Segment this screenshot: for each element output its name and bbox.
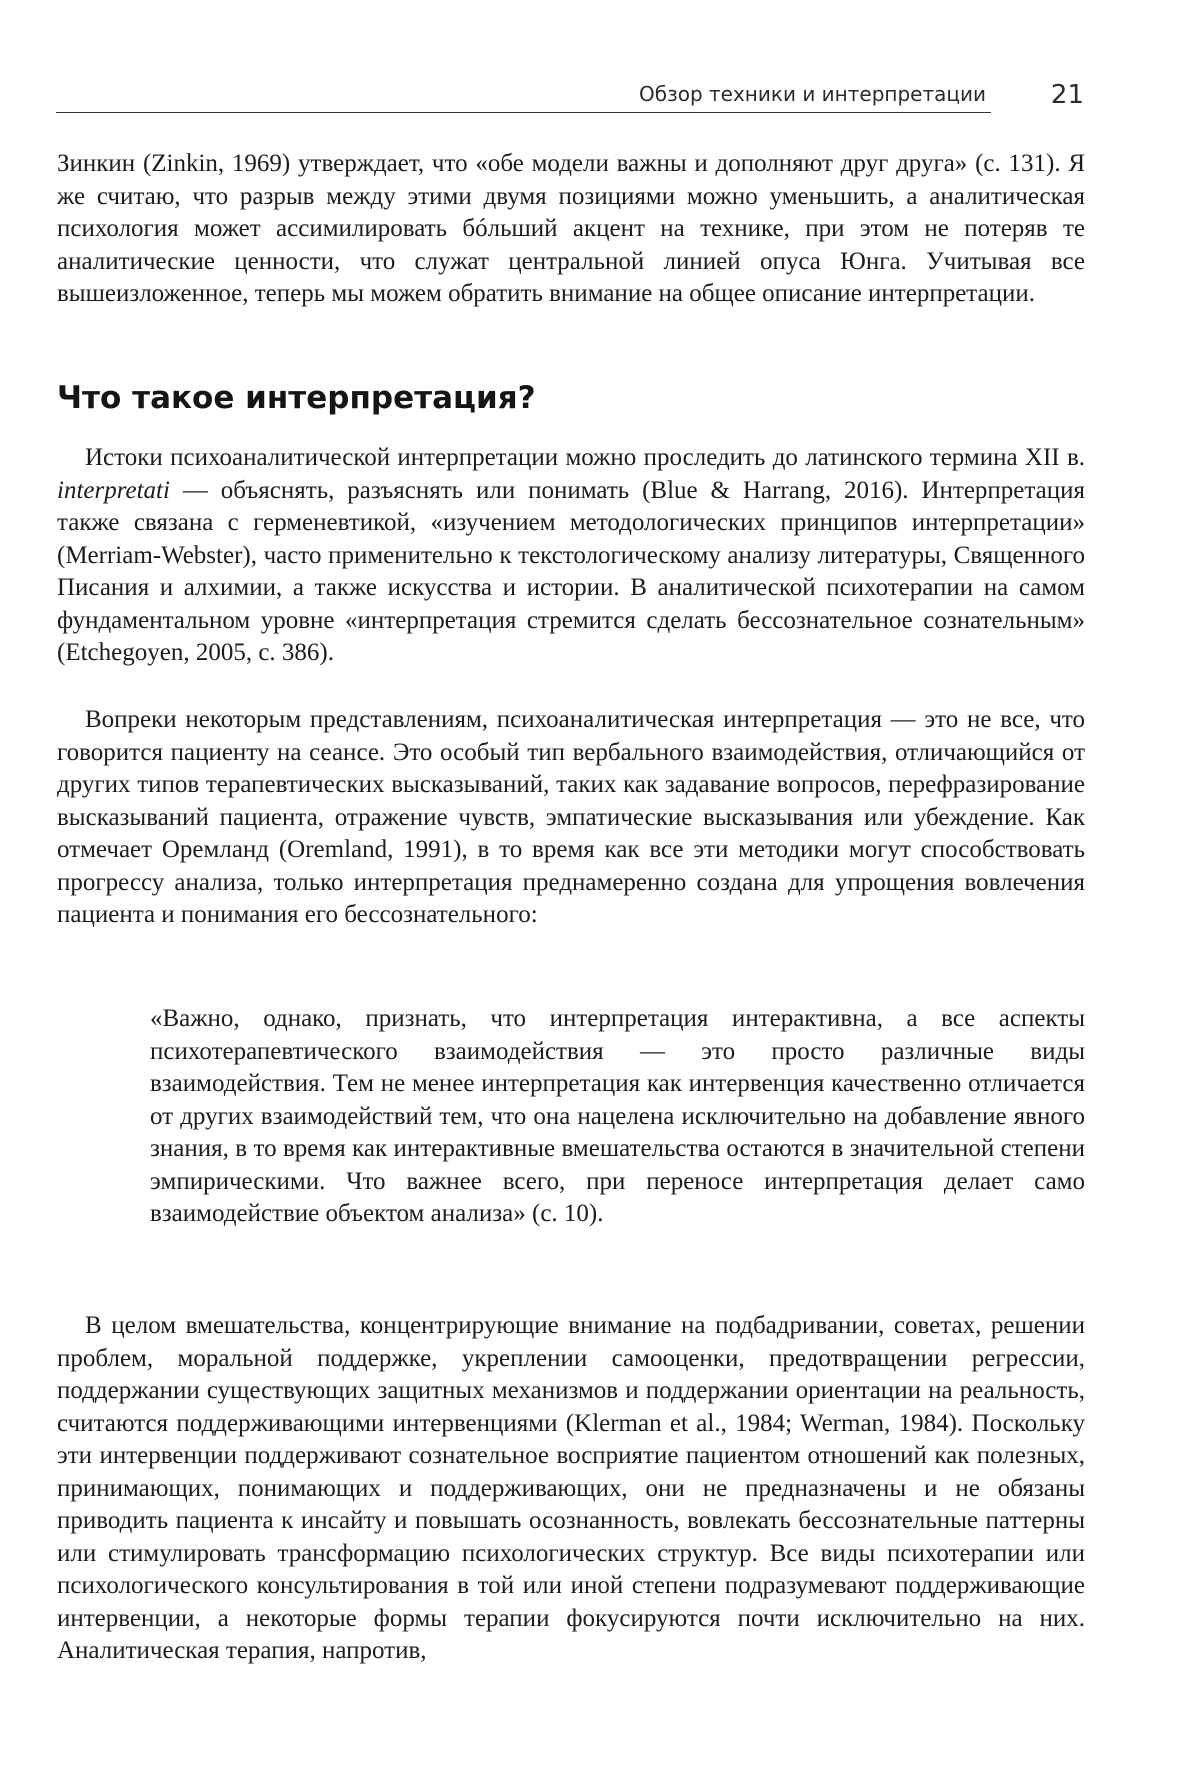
page-number: 21 xyxy=(1050,80,1084,110)
header-rule xyxy=(56,112,991,113)
paragraph-origins-text-start: Истоки психоаналитической интерпретации можно проследить до латинского термина XII в. xyxy=(85,444,1085,471)
paragraph-interaction: Вопреки некоторым представлениям, психоаналитическая интерпретация — это не все, что говорится пациенту на сеансе. Это особый тип вербального взаимодействия, отличающийся от других типов терапевтических высказываний, таких как задавание вопросов, перефразирование высказываний пациента, отражение чувств, эмпатические высказывания или убеждение. Как отмечает Оремланд (Oremland, 1991), в то время как все эти методики могут способствовать прогрессу анализа, только интерпретация преднамеренно создана для упрощения вовлечения пациента и понимания его бессознательного: xyxy=(57,706,1085,928)
block-quote: «Важно, однако, признать, что интерпретация интерактивна, а все аспекты психотерапевтического взаимодействия — это просто различные виды взаимодействия. Тем не менее интерпретация как интервенция качественно отличается от других взаимодействий тем, что она нацелена исключительно на добавление явного знания, в то время как интерактивные вмешательства остаются в значительной степени эмпирическими. Что важнее всего, при переносе интерпретация делает само взаимодействие объектом анализа» (с. 10). xyxy=(150,1005,1085,1227)
paragraph-supportive-interventions: В целом вмешательства, концентрирующие внимание на подбадривании, советах, решении проблем, моральной поддержке, укреплении самооценки, предотвращении регрессии, поддержании существующих защитных механизмов и поддержании ориентации на реальность, считаются поддерживающими интервенциями (Klerman et al., 1984; Werman, 1984). Поскольку эти интервенции поддерживают сознательное восприятие пациентом отношений как полезных, принимающих, понимающих и поддерживающих, они не предназначены и не обязаны приводить пациента к инсайту и повышать осознанность, вовлекать бессознательные паттерны или стимулировать трансформацию психологических структур. Все виды психотерапии или психологического консультирования в той или иной степени подразумевают поддерживающие интервенции, а некоторые формы терапии фокусируются почти исключительно на них. Аналитическая терапия, напротив, xyxy=(57,1312,1085,1664)
paragraph-zinkin: Зинкин (Zinkin, 1969) утверждает, что «обе модели важны и дополняют друг друга» (с. 131). Я же считаю, что разрыв между этими двумя позициями можно уменьшить, а аналитическая психология может ассимилировать бóльший акцент на технике, при этом не потеряв те аналитические ценности, что служат центральной линией опуса Юнга. Учитывая все вышеизложенное, теперь мы можем обратить внимание на общее описание интерпретации. xyxy=(57,150,1085,307)
running-head xyxy=(52,74,1096,114)
running-head-title: Обзор техники и интерпретации xyxy=(639,82,986,106)
latin-term: interpretati xyxy=(57,476,170,504)
paragraph-origins xyxy=(57,442,1085,670)
paragraph-origins-text-end: — объяснять, разъяснять или понимать (Blue & Harrang, 2016). Интерпретация также связана с герменевтикой, «изучением методологических принципов интерпретации» (Merriam-Webster), часто применительно к текстологическому анализу литературы, Священного Писания и алхимии, а также искусства и истории. В аналитической психотерапии на самом фундаментальном уровне «интерпретация стремится сделать бессознательное сознательным» (Etchegoyen, 2005, с. 386). xyxy=(57,476,1085,666)
section-heading: Что такое интерпретация? xyxy=(57,380,536,416)
